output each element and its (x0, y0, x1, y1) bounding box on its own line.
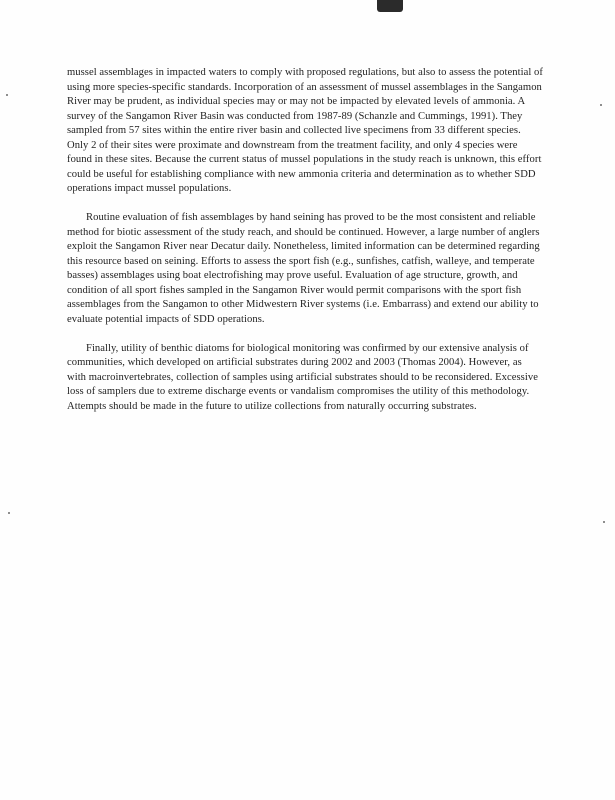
paragraph-mussel-assessment: mussel assemblages in impacted waters to comply with proposed regulations, but also to assess the potential of using more species-specific standards. Incorporation of an assessment of mussel assemblages in the Sangamon River may be prudent, as individual species may or may not be impacted by elevated levels of ammonia. A survey of the Sangamon River Basin was conducted from 1987-89 (Schanzle and Cummings, 1991). They sampled from 57 sites within the entire river basin and collected live specimens from 33 different species. Only 2 of their sites were proximate and downstream from the treatment facility, and only 4 species were found in these sites. Because the current status of mussel populations in the study reach is unknown, this effort could be useful for establishing compliance with new ammonia criteria and determination as to whether SDD operations impact mussel populations. (67, 67, 543, 194)
scan-speck (6, 94, 8, 96)
scan-speck (8, 512, 10, 514)
scan-speck (603, 521, 605, 523)
scan-speck (600, 104, 602, 106)
paragraph-fish-assemblages: Routine evaluation of fish assemblages by hand seining has proved to be the most consistent and reliable method for biotic assessment of the study reach, and should be continued. However, a large number of anglers exploit the Sangamon River near Decatur daily. Nonetheless, limited information can be determined regarding this resource based on seining. Efforts to assess the sport fish (e.g., sunfishes, catfish, walleye, and temperate basses) assemblages using boat electrofishing may prove useful. Evaluation of age structure, growth, and condition of all sport fishes sampled in the Sangamon River would permit comparisons with the sport fish assemblages from the Sangamon to other Midwestern River systems (i.e. Embarrass) and extend our ability to evaluate potential impacts of SDD operations. (67, 212, 540, 325)
body-text (67, 66, 543, 414)
paragraph-benthic-diatoms: Finally, utility of benthic diatoms for biological monitoring was confirmed by our extensive analysis of communities, which developed on artificial substrates during 2002 and 2003 (Thomas 2004). However, as with macroinvertebrates, collection of samples using artificial substrates should to be reconsidered. Excessive loss of samplers due to extreme discharge events or vandalism compromises the utility of this methodology. Attempts should be made in the future to utilize collections from naturally occurring substrates. (67, 342, 538, 412)
scan-artifact (377, 0, 403, 12)
